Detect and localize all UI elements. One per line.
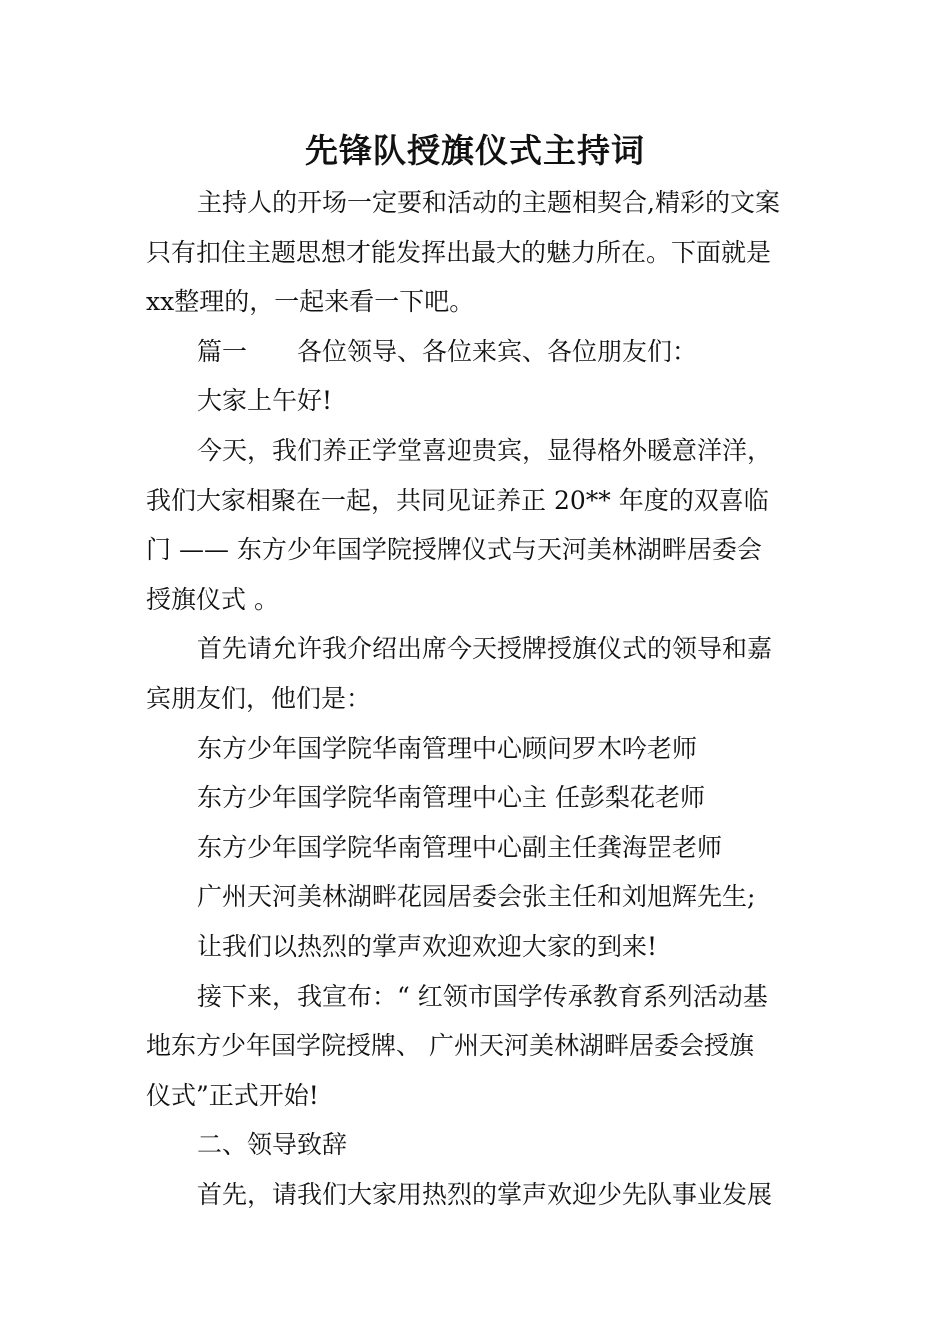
paragraph-line: 篇一 各位领导、各位来宾、各位朋友们： bbox=[197, 336, 698, 366]
paragraph-line: 首先，请我们大家用热烈的掌声欢迎少先队事业发展 bbox=[197, 1179, 773, 1209]
paragraph-line: 地东方少年国学院授牌、 广州天河美林湖畔居委会授旗 bbox=[146, 1031, 754, 1061]
paragraph-line: 仪式”正式开始! bbox=[146, 1080, 319, 1110]
paragraph-line: 东方少年国学院华南管理中心顾问罗木吟老师 bbox=[197, 733, 698, 763]
paragraph-line: 门 —— 东方少年国学院授牌仪式与天河美林湖畔居委会 bbox=[146, 535, 762, 565]
paragraph-line: 首先请允许我介绍出席今天授牌授旗仪式的领导和嘉 bbox=[197, 634, 773, 664]
paragraph-line: 让我们以热烈的掌声欢迎欢迎大家的到来! bbox=[197, 931, 658, 961]
paragraph-line: 宾朋友们，他们是： bbox=[146, 683, 372, 713]
paragraph-line: 东方少年国学院华南管理中心副主任龚海罡老师 bbox=[197, 832, 723, 862]
paragraph-line: 授旗仪式 。 bbox=[146, 584, 279, 614]
paragraph-line: 广州天河美林湖畔花园居委会张主任和刘旭辉先生; bbox=[197, 882, 756, 912]
paragraph-line: 主持人的开场一定要和活动的主题相契合,精彩的文案 bbox=[197, 188, 780, 217]
paragraph-line: 今天，我们养正学堂喜迎贵宾，显得格外暖意洋洋， bbox=[197, 435, 773, 465]
paragraph-line: 二、领导致辞 bbox=[197, 1130, 348, 1160]
document-body bbox=[146, 178, 810, 1219]
document-title: 先锋队授旗仪式主持词 bbox=[305, 131, 645, 170]
paragraph-line: 东方少年国学院华南管理中心主 任彭梨花老师 bbox=[197, 783, 705, 813]
paragraph-line: xx整理的，一起来看一下吧。 bbox=[146, 287, 475, 317]
paragraph-line: 大家上午好! bbox=[197, 386, 333, 416]
paragraph-line: 我们大家相聚在一起，共同见证养正 20** 年度的双喜临 bbox=[146, 485, 769, 515]
paragraph-line: 只有扣住主题思想才能发挥出最大的魅力所在。下面就是 bbox=[146, 237, 772, 267]
paragraph-line: 接下来，我宣布：“ 红领市国学传承教育系列活动基 bbox=[197, 981, 768, 1011]
